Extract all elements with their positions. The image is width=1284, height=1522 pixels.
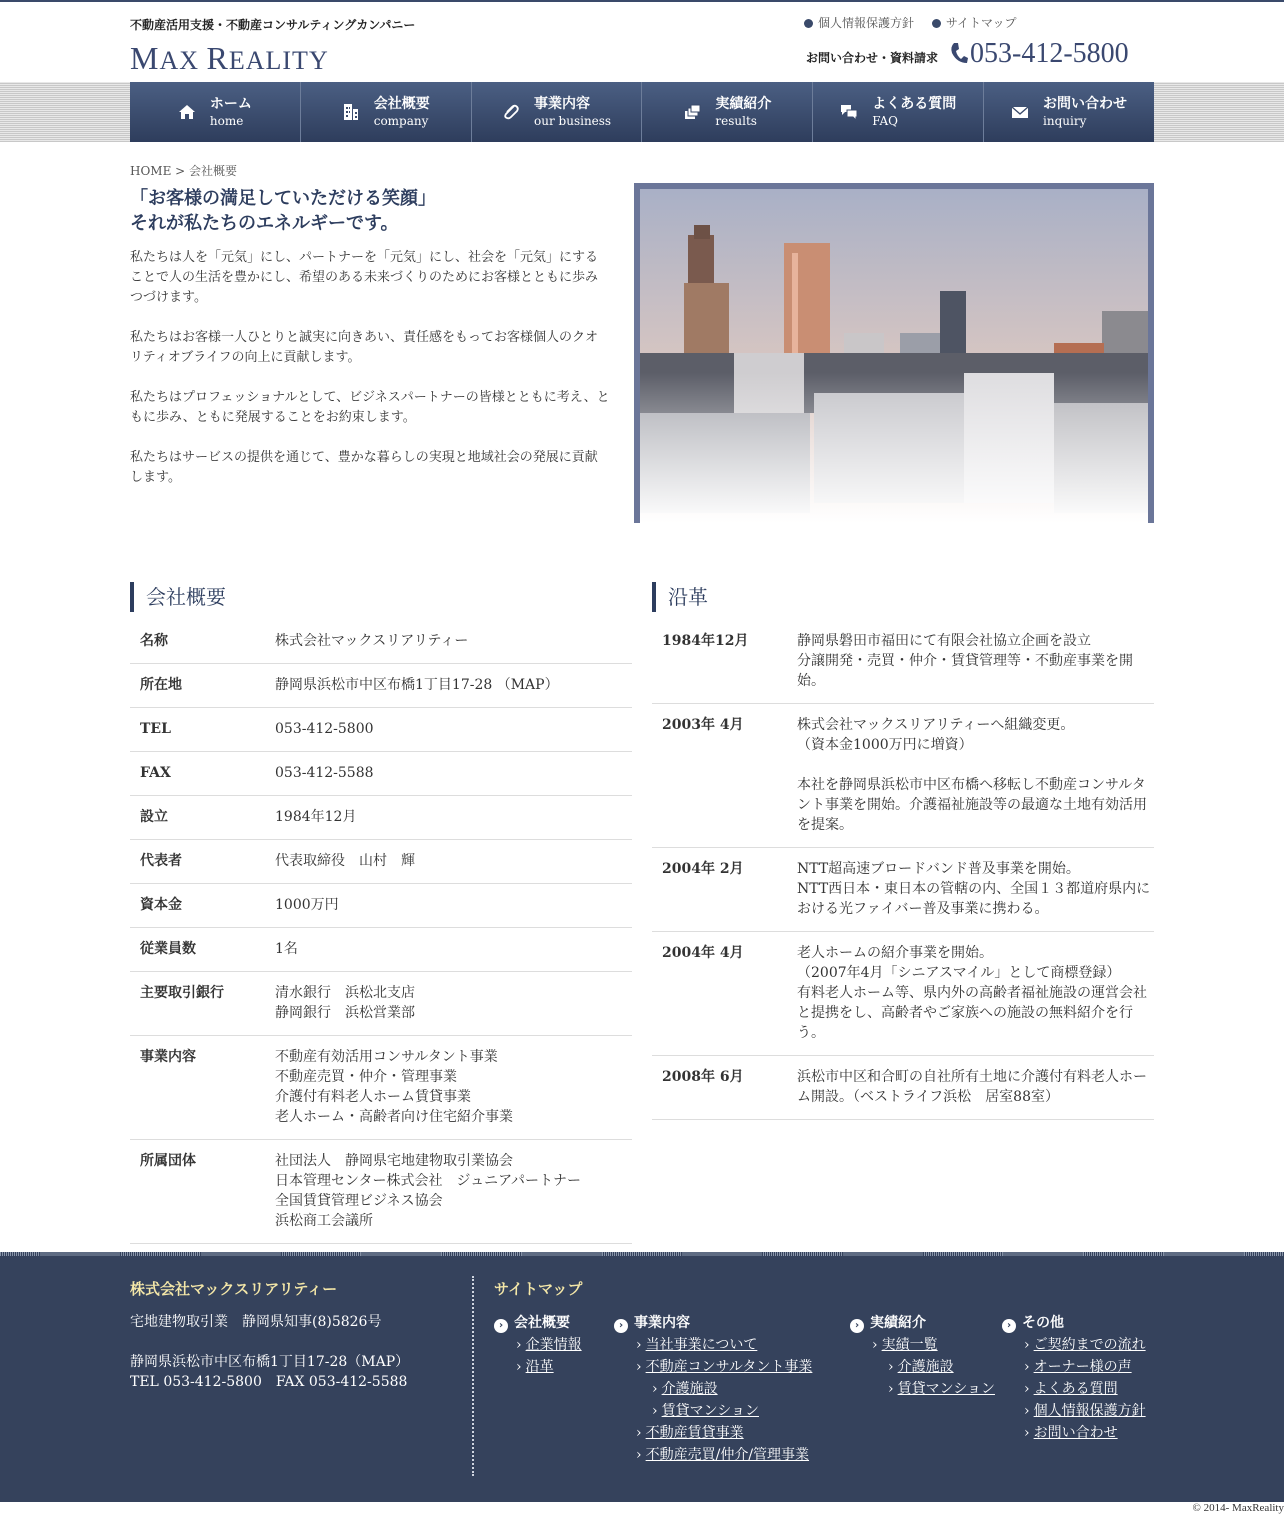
main-nav xyxy=(130,82,1154,142)
chevron-right-icon: › xyxy=(516,1359,522,1375)
company-info-value: 株式会社マックスリアリティー xyxy=(275,633,469,649)
chevron-right-icon: › xyxy=(516,1337,522,1353)
company-info-label: 所属団体 xyxy=(140,1153,196,1169)
company-info-row xyxy=(130,752,632,796)
chevron-right-icon: › xyxy=(636,1337,642,1353)
home-icon xyxy=(178,103,196,121)
history-value: 株式会社マックスリアリティーへ組織変更。 （資本金1000万円に増資） 本社を静岡県浜松市中区布橋へ移転し不動産コンサルタント事業を開始。介護福祉施設等の最適な土地有効活用を提案。 xyxy=(797,717,1147,833)
footer-sitemap-column xyxy=(614,1312,812,1466)
nav-company[interactable]: 会社概要 company xyxy=(301,82,472,142)
company-table xyxy=(130,620,632,1244)
footer-tel-link[interactable]: 053-412-5800 xyxy=(163,1374,262,1390)
footer-license: 宅地建物取引業 静岡県知事(8)5826号 xyxy=(130,1314,382,1330)
history-table xyxy=(652,620,1154,1120)
history-label: 2003年 4月 xyxy=(662,717,744,733)
intro-paragraph: 私たちはプロフェッショナルとして、ビジネスパートナーの皆様とともに考え、ともに歩み、ともに発展することをお約束します。 xyxy=(130,390,610,425)
history-value: NTT超高速ブロードバンド普及事業を開始。 NTT西日本・東日本の管轄の内、全国１３都道府県内における光ファイバー普及事業に携わる。 xyxy=(797,861,1151,917)
footer-link-item xyxy=(614,1356,812,1378)
chevron-right-icon: › xyxy=(1024,1359,1030,1375)
company-info-value: 社団法人 静岡県宅地建物取引業協会 日本管理センター株式会社 ジュニアパートナー 全国賃貸管理ビジネス協会 浜松商工会議所 xyxy=(275,1153,582,1229)
sitemap-link[interactable]: サイトマップ xyxy=(932,16,1017,30)
footer-sitemap-column xyxy=(494,1312,582,1378)
footer-address: 静岡県浜松市中区布橋1丁目17-28（MAP） xyxy=(130,1354,410,1370)
company-info-row xyxy=(130,972,632,1036)
footer-sitemap-title: サイトマップ xyxy=(494,1280,583,1298)
company-info-row xyxy=(130,884,632,928)
footer-link-item xyxy=(850,1356,995,1378)
phone-icon xyxy=(950,42,968,64)
footer-column-title[interactable]: › 実績紹介 xyxy=(850,1312,995,1334)
company-info-label: 資本金 xyxy=(140,897,182,913)
history-row xyxy=(652,932,1154,1056)
footer-sitemap-column xyxy=(850,1312,995,1400)
chevron-right-icon: › xyxy=(636,1447,642,1463)
footer-column-title[interactable]: › 事業内容 xyxy=(614,1312,812,1334)
history-value: 老人ホームの紹介事業を開始。 （2007年4月「シニアスマイル」として商標登録） 有料老人ホーム等、県内外の高齢者福祉施設の運営会社と提携をし、高齢者やご家族への施設の無料紹介を行う。 xyxy=(797,945,1147,1041)
history-row xyxy=(652,848,1154,932)
footer-link-item xyxy=(494,1356,582,1378)
company-info-label: 名称 xyxy=(140,633,168,649)
history-row xyxy=(652,620,1154,704)
chat-icon xyxy=(840,103,858,121)
bullet-icon xyxy=(932,19,941,28)
footer-link[interactable]: 不動産売買/仲介/管理事業 xyxy=(645,1447,810,1463)
company-info-label: 事業内容 xyxy=(140,1049,196,1065)
nav-band xyxy=(0,82,1284,142)
chevron-right-icon: › xyxy=(636,1425,642,1441)
footer-link[interactable]: 賃貸マンション xyxy=(661,1403,759,1419)
chevron-right-icon: › xyxy=(1024,1337,1030,1353)
company-info-row xyxy=(130,1140,632,1244)
circle-chevron-icon: › xyxy=(850,1319,864,1333)
company-info-row xyxy=(130,1036,632,1140)
footer-link[interactable]: 沿革 xyxy=(525,1359,554,1375)
company-info-value: 静岡県浜松市中区布橋1丁目17-28 （MAP） xyxy=(275,677,559,693)
footer-link-item xyxy=(494,1334,582,1356)
footer-link[interactable]: 当社事業について xyxy=(645,1337,758,1353)
intro-paragraph: 私たちはサービスの提供を通じて、豊かな暮らしの実現と地域社会の発展に貢献します。 xyxy=(130,450,598,485)
company-info-label: TEL xyxy=(140,721,171,737)
company-info-label: 所在地 xyxy=(140,677,182,693)
breadcrumb-current: 会社概要 xyxy=(189,164,238,178)
footer-contact: TEL 053-412-5800 FAX 053-412-5588 xyxy=(130,1374,408,1390)
history-label: 2004年 2月 xyxy=(662,861,744,877)
company-info-label: FAX xyxy=(140,765,171,781)
footer-link[interactable]: 企業情報 xyxy=(525,1337,582,1353)
history-label: 2004年 4月 xyxy=(662,945,744,961)
footer-link[interactable]: 賃貸マンション xyxy=(897,1381,995,1397)
history-value: 浜松市中区和合町の自社所有土地に介護付有料老人ホーム開設。（ベストライフ浜松 居室88室） xyxy=(797,1069,1147,1105)
circle-chevron-icon: › xyxy=(494,1319,508,1333)
company-info-label: 設立 xyxy=(140,809,168,825)
company-info-value: 053-412-5588 xyxy=(275,765,374,781)
footer-column-title[interactable]: › 会社概要 xyxy=(494,1312,582,1334)
footer-link[interactable]: オーナー様の声 xyxy=(1033,1359,1132,1375)
privacy-policy-link[interactable]: 個人情報保護方針 xyxy=(804,16,914,30)
intro-section xyxy=(130,142,1154,522)
company-info-row xyxy=(130,664,632,708)
company-info-value: 清水銀行 浜松北支店 静岡銀行 浜松営業部 xyxy=(275,985,415,1021)
footer-link[interactable]: 実績一覧 xyxy=(881,1337,938,1353)
chevron-right-icon: › xyxy=(888,1359,894,1375)
footer-column-title[interactable]: › その他 xyxy=(1002,1312,1146,1334)
company-info-row xyxy=(130,708,632,752)
company-info-value: 1000万円 xyxy=(275,897,339,913)
header xyxy=(130,2,1154,82)
company-info-row xyxy=(130,928,632,972)
history-label: 1984年12月 xyxy=(662,633,749,649)
chevron-right-icon: › xyxy=(652,1381,658,1397)
company-overview-title: 会社概要 xyxy=(130,582,632,612)
tagline: 不動産活用支援・不動産コンサルティングカンパニー xyxy=(130,18,416,32)
copyright: © 2014- MaxReality xyxy=(1192,1502,1284,1514)
chevron-right-icon: › xyxy=(888,1381,894,1397)
nav-faq[interactable]: よくある質問 FAQ xyxy=(813,82,984,142)
info-section xyxy=(130,522,1154,1229)
company-info-label: 代表者 xyxy=(140,853,182,869)
footer-link[interactable]: お問い合わせ xyxy=(1033,1425,1118,1441)
history-row xyxy=(652,704,1154,848)
company-info-label: 従業員数 xyxy=(140,941,196,957)
building-icon xyxy=(342,103,360,121)
footer-divider xyxy=(472,1276,474,1476)
nav-inquiry[interactable]: お問い合わせ inquiry xyxy=(984,82,1154,142)
contact-label: お問い合わせ・資料請求 xyxy=(806,51,939,65)
chevron-right-icon: › xyxy=(872,1337,878,1353)
top-links xyxy=(804,14,1031,31)
chevron-right-icon: › xyxy=(1024,1381,1030,1397)
catch-copy: 「お客様の満足していただける笑顔」 それが私たちのエネルギーです。 xyxy=(130,188,436,234)
company-info-value: 1984年12月 xyxy=(275,809,357,825)
footer-link-item xyxy=(1002,1422,1146,1444)
chevron-right-icon: › xyxy=(1024,1425,1030,1441)
history-label: 2008年 6月 xyxy=(662,1069,744,1085)
footer-link-item xyxy=(1002,1356,1146,1378)
circle-chevron-icon: › xyxy=(1002,1319,1016,1333)
footer-link[interactable]: 不動産コンサルタント事業 xyxy=(645,1359,813,1375)
footer-link[interactable]: 介護施設 xyxy=(897,1359,954,1375)
footer-link-item xyxy=(614,1444,812,1466)
footer-company-name: 株式会社マックスリアリティー xyxy=(130,1280,338,1298)
breadcrumb: HOME > 会社概要 xyxy=(130,164,238,178)
header-phone[interactable]: 053-412-5800 xyxy=(950,38,1129,70)
history-value: 静岡県磐田市福田にて有限会社協立企画を設立 分譲開発・売買・仲介・賃貸管理等・不動産事業を開始。 xyxy=(797,633,1133,689)
footer-link-item xyxy=(1002,1334,1146,1356)
cards-icon xyxy=(683,103,701,121)
footer-link[interactable]: 介護施設 xyxy=(661,1381,718,1397)
paperclip-icon xyxy=(502,103,520,121)
intro-paragraph: 私たちは人を「元気」にし、パートナーを「元気」にし、社会を「元気」にすることで人の生活を豊かにし、希望のある未来づくりのためにお客様とともに歩みつづけます。 xyxy=(130,250,599,305)
footer-link[interactable]: よくある質問 xyxy=(1033,1381,1118,1397)
chevron-right-icon: › xyxy=(652,1403,658,1419)
footer-link-item xyxy=(614,1334,812,1356)
company-info-row xyxy=(130,796,632,840)
city-skyline-photo xyxy=(634,183,1154,523)
footer-link-item xyxy=(614,1378,812,1400)
mail-icon xyxy=(1011,103,1029,121)
nav-results[interactable]: 実績紹介 results xyxy=(642,82,813,142)
circle-chevron-icon: › xyxy=(614,1319,628,1333)
company-info-value: 不動産有効活用コンサルタント事業 不動産売買・仲介・管理事業 介護付有料老人ホーム賃貸事業 老人ホーム・高齢者向け住宅紹介事業 xyxy=(275,1049,513,1125)
footer-sitemap-column xyxy=(1002,1312,1146,1444)
footer-link-item xyxy=(614,1400,812,1422)
company-overview xyxy=(130,582,632,1244)
company-info-value: 053-412-5800 xyxy=(275,721,374,737)
footer-map-link[interactable]: MAP xyxy=(361,1354,396,1370)
footer-link[interactable]: 不動産賃貸事業 xyxy=(645,1425,744,1441)
breadcrumb-home-link[interactable]: HOME xyxy=(130,164,172,178)
history-title: 沿革 xyxy=(652,582,1154,612)
footer-link[interactable]: ご契約までの流れ xyxy=(1033,1337,1146,1353)
footer-link[interactable]: 個人情報保護方針 xyxy=(1033,1403,1146,1419)
bullet-icon xyxy=(804,19,813,28)
history xyxy=(652,582,1154,1120)
footer-link-item xyxy=(1002,1400,1146,1422)
footer-link-item xyxy=(1002,1378,1146,1400)
chevron-right-icon: › xyxy=(1024,1403,1030,1419)
company-info-value: 1名 xyxy=(275,941,298,957)
footer xyxy=(0,1252,1284,1502)
chevron-right-icon: › xyxy=(636,1359,642,1375)
company-info-value: 代表取締役 山村 輝 xyxy=(275,853,415,869)
nav-home[interactable]: ホーム home xyxy=(130,82,301,142)
footer-link-item xyxy=(614,1422,812,1444)
company-info-row xyxy=(130,840,632,884)
logo[interactable]: MAX REALITY xyxy=(130,40,329,76)
footer-link-item xyxy=(850,1334,995,1356)
nav-business[interactable]: 事業内容 our business xyxy=(472,82,643,142)
intro-paragraph: 私たちはお客様一人ひとりと誠実に向きあい、責任感をもってお客様個人のクオリティオブライフの向上に貢献します。 xyxy=(130,330,599,365)
footer-link-item xyxy=(850,1378,995,1400)
company-info-row xyxy=(130,620,632,664)
history-row xyxy=(652,1056,1154,1120)
company-info-label: 主要取引銀行 xyxy=(140,985,224,1001)
